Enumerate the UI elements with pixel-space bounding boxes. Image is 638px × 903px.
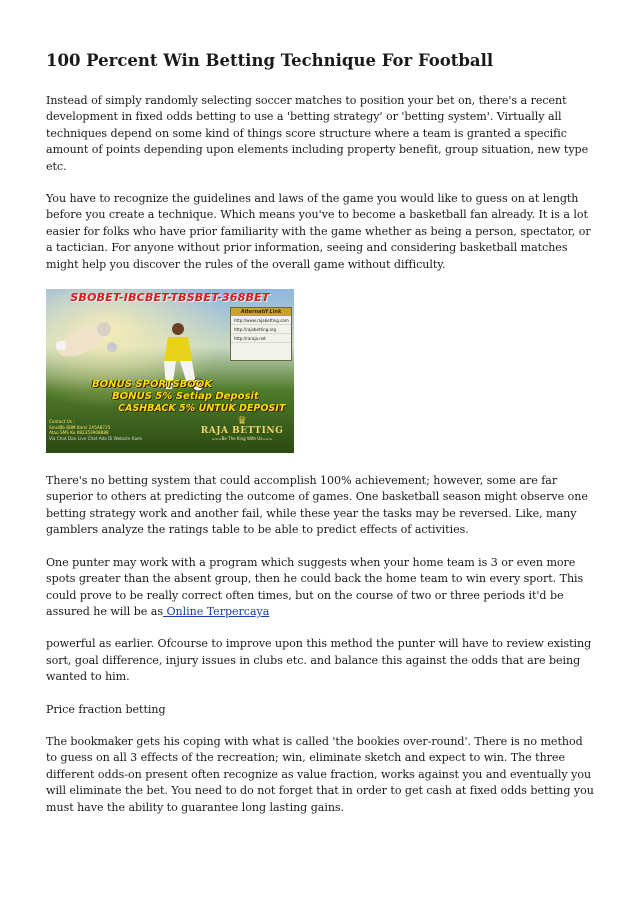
paragraph-with-link: [46, 555, 594, 621]
bonus-line: CASHBACK 5% UNTUK DEPOSIT: [118, 403, 286, 415]
contact-line: Sms/Bb BBM Kami 2A5A8725: [49, 424, 111, 430]
crown-icon: ♛: [237, 414, 247, 428]
paragraph: The bookmaker gets his coping with what is called 'the bookies over-round'. There is no method to guess on all 3 effects of the recreation; win, eliminate sketch and expect to win. The three different odds-on present often recognize as value fraction, works against you and eventually you will eliminate the bet. You need to do not forget that in order to get cash at fixed odds betting you must have the ability to guarantee long lasting gains.: [46, 734, 594, 814]
raja-betting-logo: [196, 415, 288, 441]
contact-line: Atau SMS Ke 082353908888: [49, 430, 109, 436]
brand-name: RAJA BETTING: [200, 426, 284, 437]
section-heading: Price fraction betting: [46, 702, 166, 716]
bonus-line: BONUS SPORTSBOOK: [92, 379, 212, 391]
alt-link[interactable]: http://rajabetting.org: [231, 325, 291, 334]
alt-link[interactable]: http://raraja.net: [231, 334, 291, 343]
alternative-links-box: [230, 307, 292, 361]
paragraph: You have to recognize the guidelines and laws of the game you would like to guess on at length before you create a technique. Which means you've to become a basketball fan already. It is a lot easier for folks who have prior familiarity with the game whether as being a person, spectator, or a tactician. For anyone without prior information, seeing and considering basketball matches might help you discover the rules of the overall game without difficulty.: [46, 192, 591, 271]
goalkeeper-figure: [52, 311, 122, 371]
banner-title: SBOBET-IBCBET-TBSBET-368BET: [70, 291, 270, 305]
contact-info: [49, 419, 169, 441]
brand-tagline: ===Be The King With Us===: [211, 436, 273, 442]
paragraph: There's no betting system that could accomplish 100% achievement; however, some are far superior to others at predicting the outcome of games. One basketball season might observe one betting strategy work and another fail, while these year the tasks may be reversed. Like, many gamblers analyze the ratings table to be able to predict effects of activities.: [46, 474, 588, 537]
paragraph: Instead of simply randomly selecting soccer matches to position your bet on, there's a recent development in fixed odds betting to use a 'betting strategy' or 'betting system'. Virtually all techniques depend on some kind of things score structure where a team is granted a specific amount of points depending upon elements including property benefit, group situation, new type etc.: [46, 94, 589, 173]
alt-link[interactable]: http://www.rajabetting.com: [231, 316, 291, 325]
paragraph: powerful as earlier. Ofcourse to improve upon this method the punter will have to review existing sort, goal difference, injury issues in clubs etc. and balance this against the odds that are being wanted to him.: [46, 637, 592, 684]
betting-banner-image: [46, 289, 294, 453]
paragraph-text: One punter may work with a program which suggests when your home team is 3 or even more spots greater than the absent group, then he could back the home team to win every sport. This could prove to be really correct often times, but on the course of two or three periods it'd be assured he will be as: [46, 555, 584, 618]
page-title: 100 Percent Win Betting Technique For Football: [46, 51, 494, 70]
bonus-text: [92, 379, 292, 415]
contact-line: Contact Us :: [49, 419, 75, 425]
bonus-line: BONUS 5% Setiap Deposit: [112, 391, 259, 403]
online-terpercaya-link[interactable]: Online Terpercaya: [163, 604, 270, 618]
info-box-header: Alternatif Link: [231, 308, 291, 316]
document-body: [46, 50, 594, 832]
contact-line: Via Chat Dan Live Chat Ada Di Website Kami: [49, 435, 143, 441]
